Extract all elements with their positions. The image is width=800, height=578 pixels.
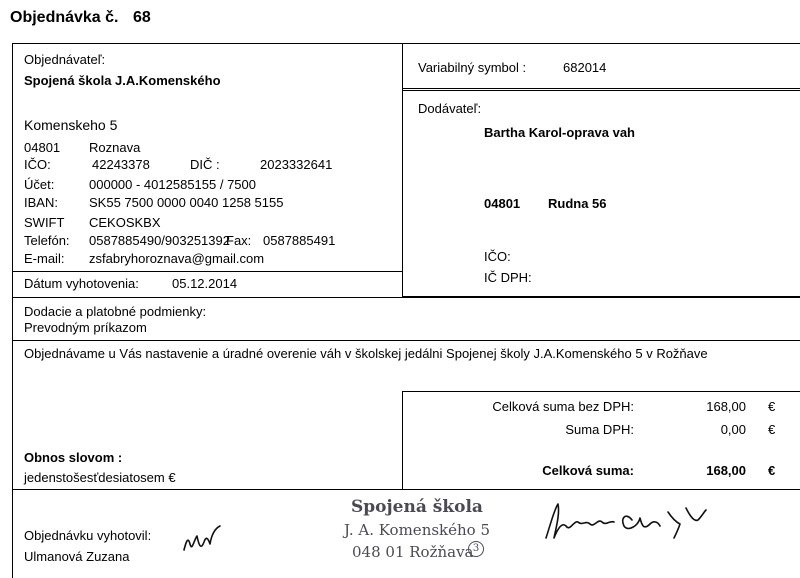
divider-buyer-supplier bbox=[402, 43, 403, 298]
net-value: 168,00 bbox=[706, 399, 746, 414]
divider-date-top bbox=[12, 271, 402, 272]
buyer-ucet: 000000 - 4012585155 / 7500 bbox=[89, 177, 256, 192]
issued-by-label: Objednávku vyhotovil: bbox=[24, 528, 152, 543]
vat-value: 0,00 bbox=[720, 422, 746, 437]
totals-box-left bbox=[402, 391, 403, 490]
buyer-fax-label: Fax: bbox=[226, 233, 252, 248]
supplier-zip: 04801 bbox=[484, 196, 521, 211]
net-currency: € bbox=[768, 399, 776, 414]
stamp-line1: Spojená škola bbox=[351, 497, 483, 517]
words-value: jedenstošesťdesiatosem € bbox=[24, 470, 176, 485]
buyer-name: Spojená škola J.A.Komenského bbox=[24, 73, 221, 88]
variable-symbol: 682014 bbox=[563, 60, 607, 75]
signature-issuer bbox=[180, 522, 230, 562]
terms-heading: Dodacie a platobné podmienky: bbox=[24, 304, 207, 319]
frame-top bbox=[12, 43, 800, 44]
page-title bbox=[10, 9, 151, 27]
supplier-heading: Dodávateľ: bbox=[418, 101, 482, 116]
total-value: 168,00 bbox=[706, 463, 746, 478]
buyer-iban-label: IBAN: bbox=[24, 195, 58, 210]
buyer-dic: 2023332641 bbox=[260, 157, 333, 172]
vat-label: Suma DPH: bbox=[565, 422, 634, 437]
net-label: Celková suma bez DPH: bbox=[492, 399, 634, 414]
buyer-telefon: 0587885490/903251392 bbox=[89, 233, 230, 248]
buyer-ico: 42243378 bbox=[92, 157, 150, 172]
issue-date: 05.12.2014 bbox=[172, 276, 238, 291]
buyer-zip: 04801 bbox=[24, 140, 61, 155]
order-number: 68 bbox=[132, 9, 151, 26]
divider-terms bbox=[12, 340, 800, 341]
signature-director bbox=[540, 498, 720, 546]
divider-vs bbox=[402, 88, 800, 89]
stamp-mark: 3 bbox=[468, 541, 484, 557]
buyer-ico-label: IČO: bbox=[24, 157, 51, 172]
title-label: Objednávka č. bbox=[10, 9, 119, 26]
divider-date-bottom bbox=[12, 297, 402, 298]
buyer-swift-label: SWIFT bbox=[24, 215, 65, 230]
buyer-dic-label: DIČ : bbox=[190, 157, 220, 172]
terms-value: Prevodným príkazom bbox=[24, 320, 147, 335]
supplier-name: Bartha Karol-oprava vah bbox=[484, 125, 635, 140]
buyer-email: zsfabryhoroznava@gmail.com bbox=[89, 251, 265, 266]
buyer-city: Roznava bbox=[89, 140, 141, 155]
buyer-email-label: E-mail: bbox=[24, 251, 65, 266]
buyer-fax: 0587885491 bbox=[263, 233, 336, 248]
variable-symbol-label: Variabilný symbol : bbox=[418, 60, 527, 75]
supplier-box-bottom bbox=[402, 296, 800, 298]
total-label: Celková suma: bbox=[542, 463, 634, 478]
issued-by-name: Ulmanová Zuzana bbox=[24, 549, 130, 564]
totals-box-top bbox=[402, 391, 800, 392]
issue-date-label: Dátum vyhotovenia: bbox=[24, 276, 139, 291]
buyer-street: Komenskeho 5 bbox=[24, 117, 118, 133]
supplier-street: Rudna 56 bbox=[548, 196, 607, 211]
buyer-iban: SK55 7500 0000 0040 1258 5155 bbox=[89, 195, 284, 210]
stamp-line3: 048 01 Rožňava bbox=[352, 543, 474, 561]
totals-box-bottom bbox=[12, 489, 800, 490]
buyer-swift: CEKOSKBX bbox=[89, 215, 161, 230]
supplier-ico-label: IČO: bbox=[484, 249, 511, 264]
supplier-icdph-label: IČ DPH: bbox=[484, 270, 532, 285]
frame-left bbox=[12, 43, 13, 578]
total-currency: € bbox=[768, 463, 776, 478]
vat-currency: € bbox=[768, 422, 776, 437]
buyer-telefon-label: Telefón: bbox=[24, 233, 70, 248]
buyer-ucet-label: Účet: bbox=[24, 177, 55, 192]
buyer-heading: Objednávateľ: bbox=[24, 52, 106, 67]
stamp-line2: J. A. Komenského 5 bbox=[344, 521, 491, 539]
order-text: Objednávame u Vás nastavenie a úradné overenie váh v školskej jedálni Spojenej školy J.A.Komenského 5 v Rožňave bbox=[24, 346, 708, 361]
words-label: Obnos slovom : bbox=[24, 450, 123, 465]
supplier-box-top bbox=[402, 90, 800, 91]
